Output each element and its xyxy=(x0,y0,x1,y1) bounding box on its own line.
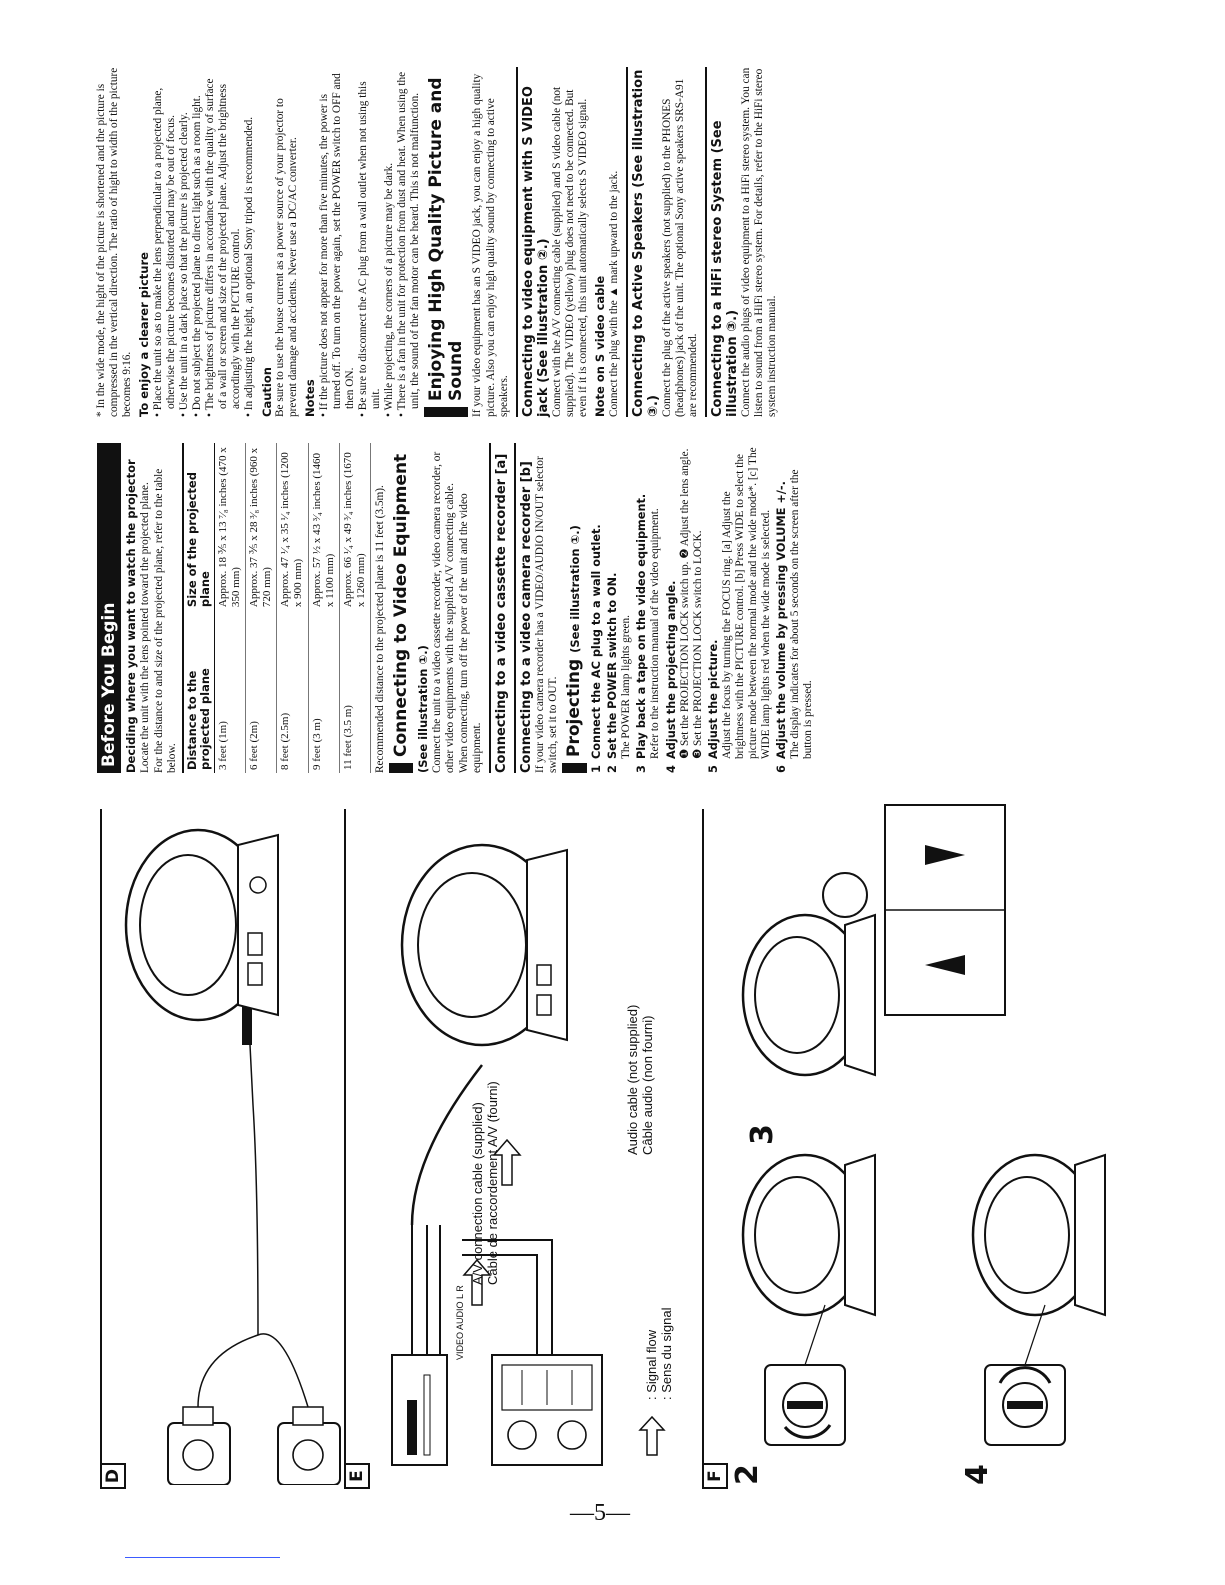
projecting-title: Projecting xyxy=(564,658,585,757)
vcr-heading: Connecting to a video cassette recorder [a] xyxy=(489,443,509,773)
projecting-heading xyxy=(562,443,587,773)
blue-rule xyxy=(125,1557,280,1558)
table-header-size: Size of the projected plane xyxy=(183,443,215,610)
svideo-note-heading: Note on S video cable xyxy=(593,275,608,417)
table-cell: Approx. 18 ⅗ x 13 ⁷⁄₈ inches (470 x 350 mm) xyxy=(214,443,245,610)
clearer-item: • In adjusting the height, an optional Sony tripod is recommended. xyxy=(243,116,256,417)
projector-step2-icon xyxy=(743,1155,875,1315)
clearer-item: • Do not subject the projected plane to direct light such as a room light. xyxy=(191,95,204,417)
step-2-number: 2 xyxy=(730,1464,765,1485)
table-row xyxy=(214,443,245,773)
audio-jack-label: AUDIO xyxy=(455,1301,465,1330)
clearer-item: • Place the unit so as to make the lens perpendicular to a projected plane, otherwise the picture becomes distorted and may be out of focus. xyxy=(151,87,177,417)
step-title: Adjust the picture. xyxy=(706,639,720,759)
signal-flow-legend xyxy=(644,1307,674,1400)
active-speakers-title: Connecting to Active Speakers xyxy=(630,192,646,417)
wide-mode-note: * In the wide mode, the hight of the picture is shortened and the picture is compressed in the vertical direction. The ratio of hight to width of the picture becomes 9:16. xyxy=(95,67,134,417)
note-item: • There is a fan in the unit for protection from dust and heat. When using the unit, the sound of the fan motor can be heard. This is not malfunction. xyxy=(396,71,422,417)
hifi-paragraph: Connect the audio plugs of video equipment to a HiFi stereo system. You can listen to sound from a HiFi stereo system. For details, refer to the HiFi stereo system instruction manual. xyxy=(739,67,779,417)
av-cable-caption xyxy=(470,1081,500,1285)
projecting-illustrations xyxy=(735,795,1175,1455)
audio-cable-caption xyxy=(625,1005,655,1155)
section-e-label: E xyxy=(347,1470,367,1482)
deciding-paragraph-2: For the distance to and size of the projected plane, refer to the table below. xyxy=(152,468,178,773)
enjoy-heading: Enjoying High Quality Picture and Sound xyxy=(424,67,468,417)
section-e-rule xyxy=(344,809,346,1489)
active-see-illustration: (See illustration ③.) xyxy=(630,69,661,417)
step-detail: Adjust the focus by turning the FOCUS ring. [a] Adjust the brightness with the PICTURE control. [b] Press WIDE to select the picture mode between the normal mode and the wide mode*. [c] The WIDE lamp lights red when the wide mode is selected. xyxy=(720,447,773,759)
plug-icon xyxy=(242,1005,252,1045)
step-detail: The POWER lamp lights green. xyxy=(620,614,633,759)
projector-step3-icon xyxy=(743,873,875,1075)
active-speakers-heading xyxy=(626,67,661,417)
table-row xyxy=(308,443,339,773)
step-number: 6 xyxy=(775,765,789,773)
table-cell: 6 feet (2m) xyxy=(246,610,277,773)
step-number: 3 xyxy=(635,765,649,773)
stereo-icon xyxy=(492,1355,602,1465)
jack-labels xyxy=(455,1285,466,1360)
table-cell: Approx. 57 ½ x 43 ³⁄₄ inches (1460 x 1100 mm) xyxy=(308,443,339,610)
speaker-right xyxy=(278,1407,340,1485)
table-row xyxy=(339,443,370,773)
step-item xyxy=(665,443,705,773)
step-item xyxy=(606,443,633,773)
note-item: • While projecting, the corners of a picture may be dark. xyxy=(383,162,396,417)
audio-r-label: R xyxy=(455,1285,465,1292)
projector-icon xyxy=(126,830,278,1020)
speaker-left xyxy=(168,1407,230,1485)
camera-paragraph: If your video camera recorder has a VIDEO/AUDIO IN/OUT selector switch, set it to OUT. xyxy=(533,456,559,773)
table-cell: Approx. 66 ¹⁄₄ x 49 ³⁄₄ inches (1670 x 1260 mm) xyxy=(339,443,370,610)
clearer-item: • Use the unit in a dark place so that the picture is projected clearly. xyxy=(177,112,190,417)
step-item xyxy=(590,443,604,773)
distance-table xyxy=(182,443,371,773)
signal-flow-fr: : Sens du signal xyxy=(659,1307,674,1400)
connecting-paragraph-2: When connecting, turn off the power of the unit and the video equipment. xyxy=(457,493,483,773)
av-cable-caption-fr: Câble de raccordement A/V (fourni) xyxy=(485,1081,500,1285)
section-d-rule xyxy=(100,809,102,1489)
hifi-see-illustration: (See illustration ③.) xyxy=(709,120,740,417)
connecting-paragraph-1: Connect the unit to a video cassette recorder, video camera recorder, or other video equipments with the supplied A/V connecting cable. xyxy=(430,451,456,773)
step-detail: Refer to the instruction manual of the video equipment. xyxy=(649,508,662,759)
connecting-see-illustration: (See illustration ①.) xyxy=(416,645,430,773)
table-cell: 9 feet (3 m) xyxy=(308,610,339,773)
notes-heading: Notes xyxy=(303,379,318,417)
step-title: Connect the AC plug to a wall outlet. xyxy=(590,524,604,759)
table-cell: 11 feet (3.5 m) xyxy=(339,610,370,773)
step-3-number: 3 xyxy=(745,1124,780,1145)
svideo-title: Connecting to video equipment with S VIDEO jack xyxy=(520,86,551,417)
svideo-note-paragraph: Connect the plug with the ▲ mark upward to the jack. xyxy=(607,170,620,417)
lens-angle-panel xyxy=(885,805,1005,1015)
signal-legend-icon xyxy=(640,1417,664,1455)
step-number: 4 xyxy=(664,765,678,773)
step-item xyxy=(707,443,773,773)
column-1 xyxy=(95,443,816,773)
section-d-label: D xyxy=(103,1468,123,1484)
video-jack-label: VIDEO xyxy=(455,1331,465,1360)
caution-heading: Caution xyxy=(259,367,274,417)
table-cell: Approx. 37 ⅗ x 28 ³⁄₈ inches (960 x 720 mm) xyxy=(246,443,277,610)
clearer-item: • The brightness of picture differs in accordance with the quality of surface of a wall or screen and size of the projected plane. Adjust the brightness accordingly with the PICTURE control. xyxy=(204,78,243,417)
step-detail: ❶ Set the PROJECTION LOCK switch up. ❷ Adjust the lens angle. ❸ Set the PROJECTION LOCK switch to LOCK. xyxy=(678,448,704,759)
hifi-title: Connecting to a HiFi stereo System xyxy=(709,157,725,417)
projecting-steps xyxy=(590,443,816,773)
svideo-see-illustration: (See illustration ②.) xyxy=(535,238,551,383)
projector-icon-e xyxy=(402,845,567,1045)
step-detail: The display indicates for about 5 seconds on the screen after the button is pressed. xyxy=(789,469,815,759)
step-item xyxy=(775,443,815,773)
note-item: • If the picture does not appear for more than five minutes, the power is turned off. To turn on the power again, set the POWER switch to OFF and then ON. xyxy=(317,73,356,417)
table-cell: 8 feet (2.5m) xyxy=(277,610,308,773)
before-you-begin-heading: Before You Begin xyxy=(97,443,121,773)
speakers-illustration xyxy=(108,805,348,1485)
step-title: Adjust the volume by pressing VOLUME +/-. xyxy=(775,481,789,759)
speaker-cable xyxy=(248,1005,258,1335)
table-row xyxy=(277,443,308,773)
section-f-label: F xyxy=(705,1470,725,1482)
active-speakers-paragraph: Connect the plug of the active speakers (not supplied) to the PHONES (headphones) jack of the unit. The optional Sony active speakers SRS-A91 are recommended. xyxy=(660,78,699,417)
step-item xyxy=(635,443,662,773)
vcr-icon xyxy=(392,1355,447,1465)
table-row xyxy=(246,443,277,773)
projector-step4-icon xyxy=(973,1155,1105,1315)
camera-heading: Connecting to a video camera recorder [b] xyxy=(514,443,534,773)
speaker-link-cable xyxy=(198,1334,308,1407)
signal-flow-en: : Signal flow xyxy=(644,1329,659,1400)
caution-paragraph: Be sure to use the house current as a power source of your projector to prevent damage and accidents. Never use a DC/AC converter. xyxy=(274,98,300,417)
step-title: Adjust the projecting angle. xyxy=(664,580,678,759)
section-f-badge xyxy=(702,1463,728,1489)
knob-rotate-icon-2 xyxy=(765,1365,845,1445)
recommended-distance: Recommended distance to the projected plane is 11 feet (3.5m). xyxy=(373,485,386,773)
svideo-paragraph: Connect with the A/V connecting cable (supplied) and S video cable (not supplied). The VIDEO (yellow) plug does not need to be connected. But even if it is connected, this unit automatically selects S VIDEO signal. xyxy=(550,86,589,417)
audio-cable-caption-en: Audio cable (not supplied) xyxy=(625,1004,640,1155)
hifi-heading xyxy=(705,67,740,417)
svideo-heading xyxy=(516,67,551,417)
enjoy-paragraph: If your video equipment has an S VIDEO jack, you can enjoy a high quality picture. Also you can enjoy high quality sound by connecting to active speakers. xyxy=(471,73,510,417)
table-header-distance: Distance to the projected plane xyxy=(183,610,215,773)
audio-l-label: L xyxy=(455,1294,465,1299)
audio-cable-caption-fr: Câble audio (non fourni) xyxy=(640,1015,655,1155)
knob-rotate-icon-4 xyxy=(985,1365,1065,1445)
connecting-video-heading: Connecting to Video Equipment xyxy=(389,443,413,773)
table-cell: Approx. 47 ¹⁄₄ x 35 ¹⁄₄ inches (1200 x 900 mm) xyxy=(277,443,308,610)
page-number: —5— xyxy=(570,1500,630,1526)
table-cell: 3 feet (1m) xyxy=(214,610,245,773)
step-title: Set the POWER switch to ON. xyxy=(606,572,620,759)
step-number: 2 xyxy=(606,765,620,773)
step-number: 5 xyxy=(706,765,720,773)
column-2 xyxy=(95,67,780,417)
clearer-picture-heading: To enjoy a clearer picture xyxy=(137,252,152,417)
step-4-number: 4 xyxy=(960,1464,995,1485)
projecting-see-illustration: (See illustration ①.) xyxy=(568,525,583,653)
deciding-paragraph-1: Locate the unit with the lens pointed toward the projected plane. xyxy=(138,482,151,773)
step-number: 1 xyxy=(590,765,604,773)
section-f-rule xyxy=(702,809,704,1489)
step-title: Play back a tape on the video equipment. xyxy=(635,493,649,759)
deciding-heading: Deciding where you want to watch the projector xyxy=(124,459,138,773)
av-cable-caption-en: A/V connection cable (supplied) xyxy=(470,1102,485,1285)
note-item: • Be sure to disconnect the AC plug from a wall outlet when not using this unit. xyxy=(357,81,383,417)
